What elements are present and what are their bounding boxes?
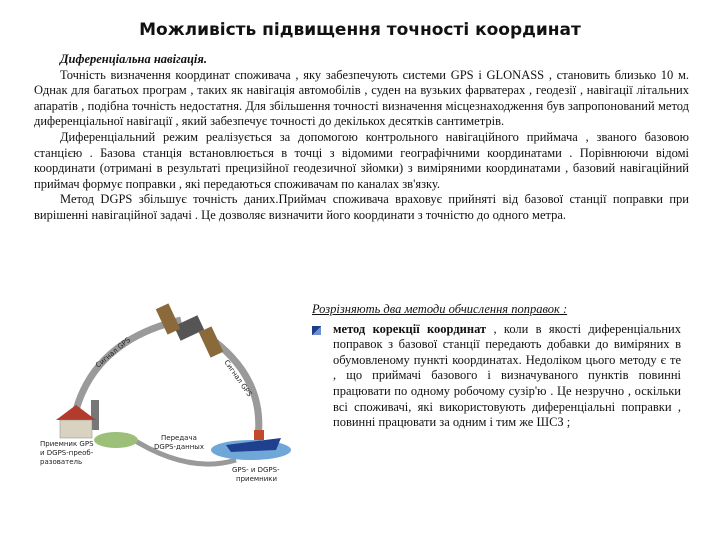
receiver-label-1: GPS- и DGPS- [232,466,280,474]
paragraph-dgps: Метод DGPS збільшує точність даних.Приймач споживача враховує прийняті від базової станції поправки при вирішенні навігаційної задачі . Це дозволяє визначити його координати з точністю до одного метра. [34,192,689,222]
receiver-label-2: приемники [236,475,278,483]
base-label-3: разователь [40,458,83,466]
dgps-diagram [36,300,306,500]
transfer-label-2: DGPS-данных [154,443,204,451]
base-label-1: Приемник GPS [40,440,94,448]
signal-right-label: Сигнал GPS [222,358,254,399]
main-text [34,52,689,224]
signal-arc-left [76,320,181,410]
satellite-icon [156,303,224,357]
square-bullet-icon [312,326,321,335]
base-label-2: и DGPS-преоб- [40,449,94,457]
paragraph-accuracy: Точність визначення координат споживача , яку забезпечують системи GPS і GLONASS , становить близько 10 м. Однак для багатьох програм , таких як навігація автомобілів , суден на вузьких фарватерах , геодезії , навігації літальних апаратів , подібна точність недостатня. Для збільшення точності визначення місцезнаходження був запропонований метод диференціальної навігації , який забезпечує точності до декількох десятків сантиметрів. [34,67,689,129]
signal-left-label: Сигнал GPS [94,335,133,370]
method-term: метод корекції координат [333,321,487,336]
methods-heading: Розрізняють два методи обчислення поправок : [312,302,568,316]
transfer-label-1: Передача [161,434,197,442]
method-text [333,322,681,431]
methods-section [312,302,689,431]
method-description: , коли в якості диференціальних поправок з базової станції передають добавки до виміряних в обумовленому пункті координатах. Недоліком цього методу є те , що приймачі базового і визначуваного пунктів повинні працювати по одному робочому сузір'ю . Це незручно , оскільки всі споживачі, які використовують диференціальні поправки , повинні працювати за одним і тим же ШСЗ ; [333,321,681,430]
page-title: Можливість підвищення точності координат [139,20,581,40]
paragraph-differential: Диференціальний режим реалізується за допомогою контрольного навігаційного приймача , званого базовою станцією . Базова станція встановлюється в точці з відомими географічними координатами . Порівнюючи відомі координати (отримані в результаті прецизійної геодезичної зйомки) з виміряними координатами , базовий навігаційний приймач формує поправки , які передаються споживачам по каналах зв'язку. [34,129,689,191]
subheading: Диференціальна навігація. [60,52,207,66]
ship-icon [211,430,291,460]
method-item [312,322,689,431]
